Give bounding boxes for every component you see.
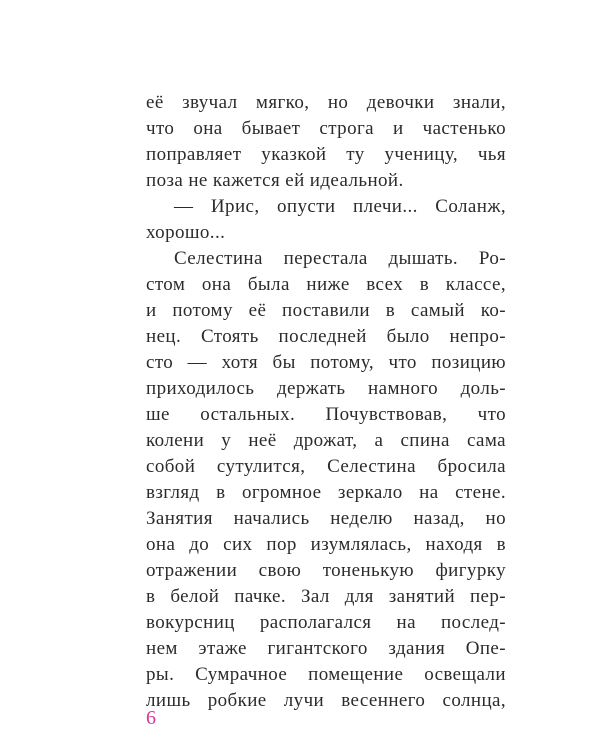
text-line: собой сутулится, Селестина бросила [146,456,506,477]
text-line: поправляет указкой ту ученицу, чья [146,144,506,165]
text-line: поза не кажется ей идеальной. [146,170,404,191]
text-line: она до сих пор изумлялась, находя в [146,534,506,555]
text-line: ры. Сумрачное помещение освещали [146,664,506,685]
text-line: — Ирис, опусти плечи... Соланж, [174,196,506,217]
text-line: Занятия начались неделю назад, но [146,508,506,529]
text-line: нем этаже гигантского здания Опе- [146,638,506,659]
text-line: нец. Стоять последней было непро- [146,326,506,347]
text-line: взгляд в огромное зеркало на стене. [146,482,506,503]
text-line: вокурсниц располагался на послед- [146,612,506,633]
text-line: в белой пачке. Зал для занятий пер- [146,586,506,607]
text-line: ше остальных. Почувствовав, что [146,404,506,425]
text-line: отражении свою тоненькую фигурку [146,560,506,581]
text-line: её звучал мягко, но девочки знали, [146,92,506,113]
text-line: колени у неё дрожат, а спина сама [146,430,506,451]
text-line: Селестина перестала дышать. Ро- [174,248,506,269]
text-line: что она бывает строга и частенько [146,118,506,139]
text-line: приходилось держать намного доль- [146,378,506,399]
text-line: лишь робкие лучи весеннего солнца, [146,690,506,711]
text-line: и потому её поставили в самый ко- [146,300,506,321]
page-text [146,90,506,714]
text-line: хорошо... [146,222,226,243]
page-number: 6 [146,707,156,729]
text-line: сто — хотя бы потому, что позицию [146,352,506,373]
text-line: стом она была ниже всех в классе, [146,274,506,295]
